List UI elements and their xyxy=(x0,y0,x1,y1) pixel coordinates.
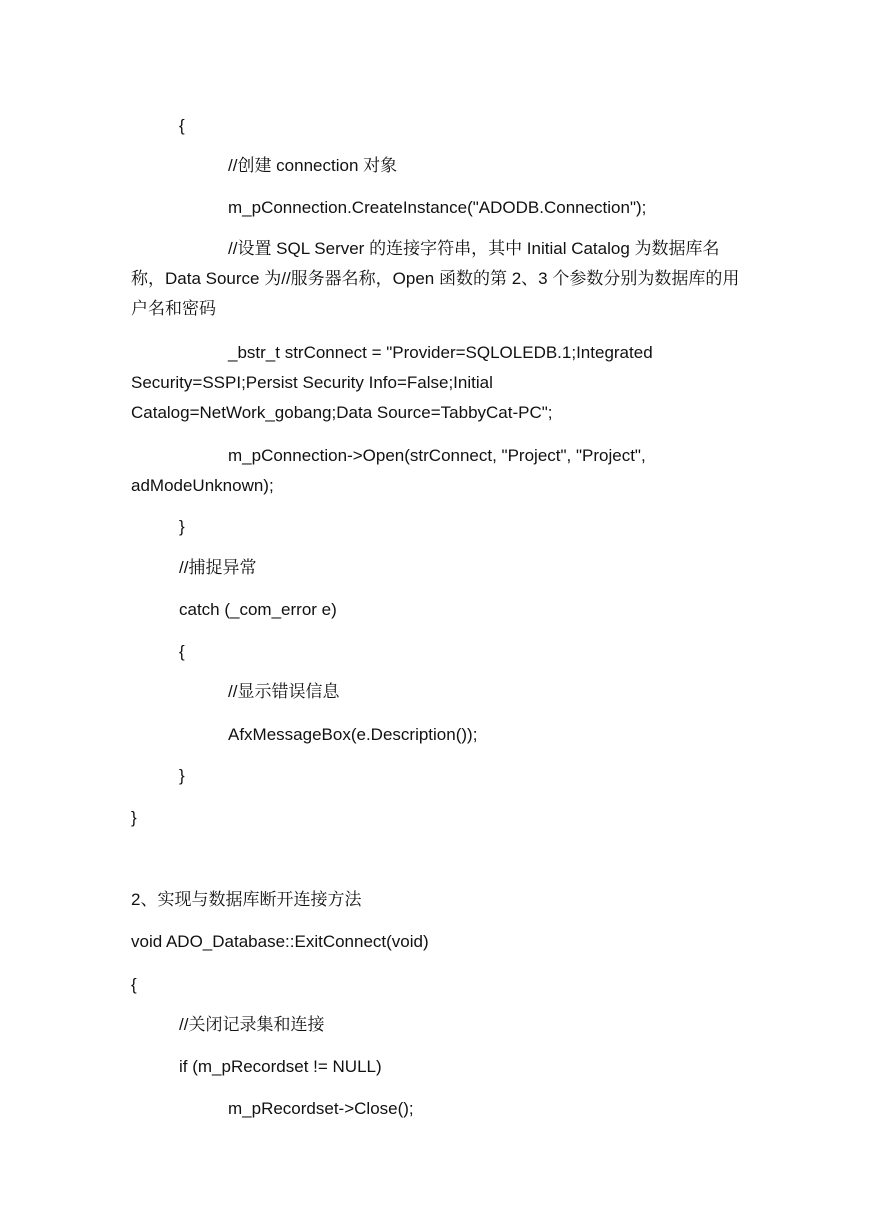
code-comment-show-error: //显示错误信息 xyxy=(228,682,340,701)
code-line-function-signature: void ADO_Database::ExitConnect(void) xyxy=(131,932,429,951)
code-line-recordset-close: m_pRecordset->Close(); xyxy=(228,1099,414,1118)
section-heading: 2、实现与数据库断开连接方法 xyxy=(131,890,362,909)
code-line-if-recordset: if (m_pRecordset != NULL) xyxy=(179,1057,382,1076)
code-line-strconnect-3: Catalog=NetWork_gobang;Data Source=TabbyCat-PC"; xyxy=(131,403,553,422)
code-line-open-brace: { xyxy=(179,642,185,661)
code-line-create-instance: m_pConnection.CreateInstance("ADODB.Connection"); xyxy=(228,198,647,217)
code-line-open-brace: { xyxy=(131,975,137,994)
code-comment-connection-string: //设置 SQL Server 的连接字符串，其中 Initial Catalog 为数据库名称，Data Source 为//服务器名称，Open 函数的第 2、3 个参数分别为数据库的用户名和密码 xyxy=(131,239,740,318)
code-line-open-call-2: adModeUnknown); xyxy=(131,476,274,495)
code-comment-catch-exception: //捕捉异常 xyxy=(179,558,257,577)
code-line-catch: catch (_com_error e) xyxy=(179,600,337,619)
code-line-strconnect-2: Security=SSPI;Persist Security Info=False;Initial xyxy=(131,373,493,392)
code-line-open-call-1: m_pConnection->Open(strConnect, "Project", "Project", xyxy=(228,446,646,465)
code-line-messagebox: AfxMessageBox(e.Description()); xyxy=(228,725,478,744)
code-line-close-brace: } xyxy=(179,517,185,536)
code-line-close-brace: } xyxy=(179,766,185,785)
code-comment-close-recordset: //关闭记录集和连接 xyxy=(179,1015,325,1034)
code-comment-create-connection: //创建 connection 对象 xyxy=(228,156,398,175)
code-line-open-brace: { xyxy=(179,116,185,135)
code-line-close-brace: } xyxy=(131,808,137,827)
code-line-strconnect-1: _bstr_t strConnect = "Provider=SQLOLEDB.1;Integrated xyxy=(228,343,653,362)
